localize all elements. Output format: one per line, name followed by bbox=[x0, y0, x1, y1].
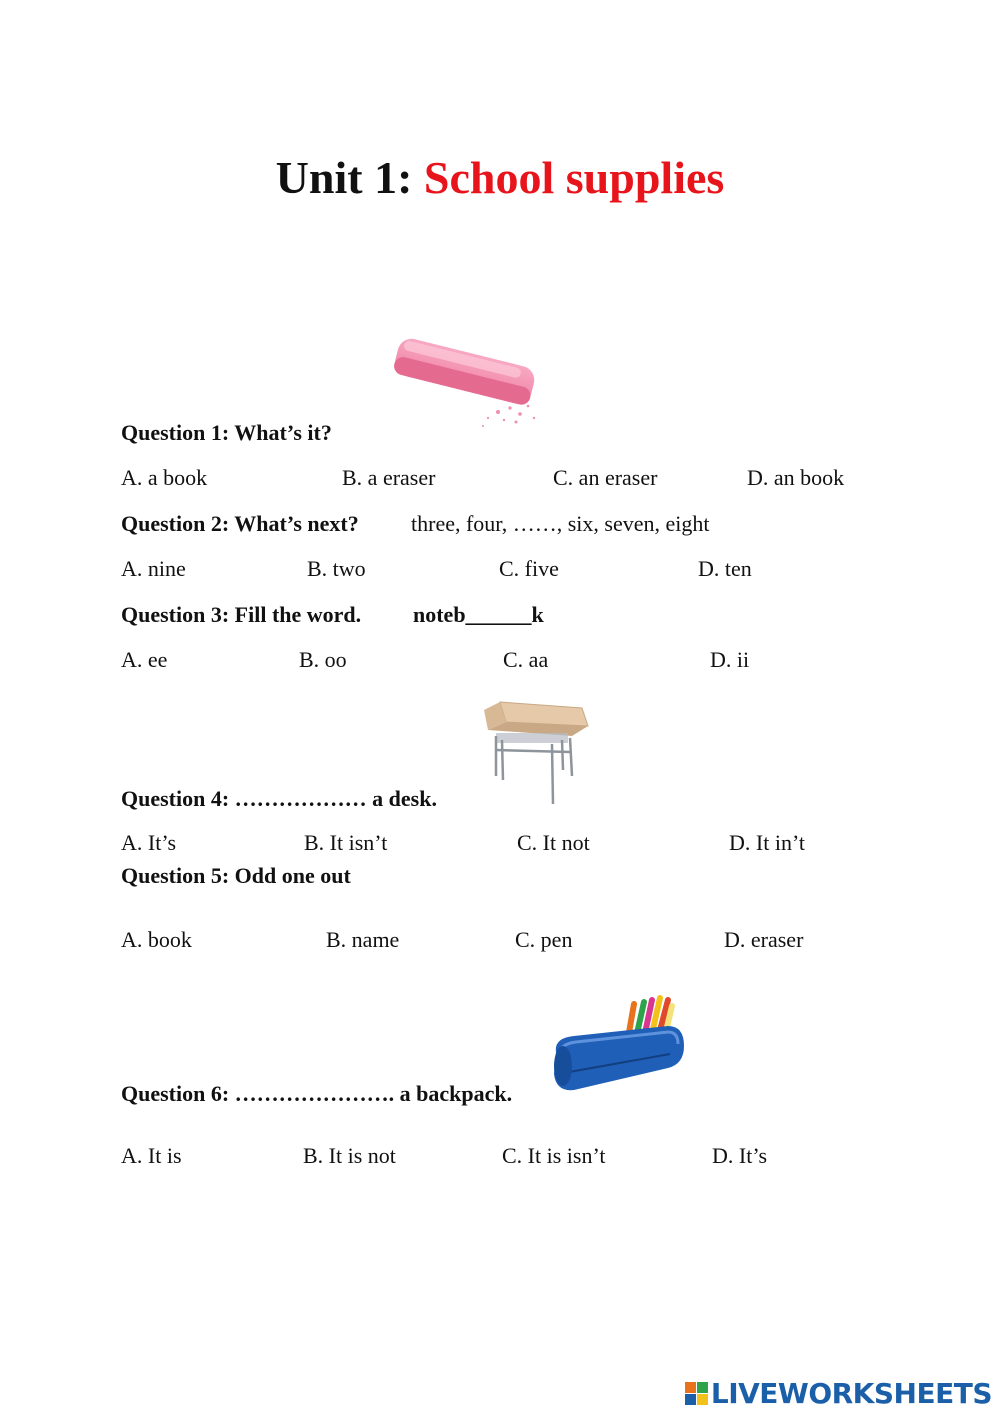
q5-option-a[interactable]: A. book bbox=[121, 927, 192, 952]
logo-mark-icon bbox=[685, 1382, 708, 1405]
question-6-label: Question 6: …………………. a backpack. bbox=[121, 1081, 513, 1106]
pencil-case-image bbox=[550, 994, 690, 1096]
q2-option-a[interactable]: A. nine bbox=[121, 556, 186, 581]
q6-option-a[interactable]: A. It is bbox=[121, 1143, 182, 1168]
question-2-label: Question 2: What’s next? bbox=[121, 511, 359, 536]
q5-option-d[interactable]: D. eraser bbox=[724, 927, 804, 952]
page-title bbox=[0, 150, 1000, 206]
q6-option-b[interactable]: B. It is not bbox=[303, 1143, 396, 1168]
question-3-label: Question 3: Fill the word. bbox=[121, 602, 362, 627]
q4-option-b[interactable]: B. It isn’t bbox=[304, 830, 388, 855]
liveworksheets-logo[interactable] bbox=[685, 1375, 992, 1411]
q1-option-a[interactable]: A. a book bbox=[121, 465, 208, 490]
question-2-prompt: three, four, ……, six, seven, eight bbox=[411, 511, 710, 536]
q4-option-a[interactable]: A. It’s bbox=[121, 830, 176, 855]
q5-option-b[interactable]: B. name bbox=[326, 927, 400, 952]
q6-option-c[interactable]: C. It is isn’t bbox=[502, 1143, 606, 1168]
q3-option-c[interactable]: C. aa bbox=[503, 647, 549, 672]
q2-option-c[interactable]: C. five bbox=[499, 556, 559, 581]
q1-option-b[interactable]: B. a eraser bbox=[342, 465, 436, 490]
question-4-label: Question 4: ……………… a desk. bbox=[121, 786, 437, 811]
eraser-image bbox=[388, 338, 553, 433]
q5-option-c[interactable]: C. pen bbox=[515, 927, 573, 952]
desk-image bbox=[482, 700, 592, 808]
q4-option-c[interactable]: C. It not bbox=[517, 830, 590, 855]
q2-option-d[interactable]: D. ten bbox=[698, 556, 752, 581]
q1-option-c[interactable]: C. an eraser bbox=[553, 465, 658, 490]
question-5-label: Question 5: Odd one out bbox=[121, 863, 351, 888]
q4-option-d[interactable]: D. It in’t bbox=[729, 830, 805, 855]
q2-option-b[interactable]: B. two bbox=[307, 556, 366, 581]
q3-option-b[interactable]: B. oo bbox=[299, 647, 347, 672]
q3-option-d[interactable]: D. ii bbox=[710, 647, 750, 672]
title-unit: Unit 1: bbox=[275, 152, 413, 203]
q1-option-d[interactable]: D. an book bbox=[747, 465, 845, 490]
q6-option-d[interactable]: D. It’s bbox=[712, 1143, 767, 1168]
question-1-label: Question 1: What’s it? bbox=[121, 420, 332, 445]
question-3-prompt: noteb______k bbox=[413, 602, 544, 627]
q3-option-a[interactable]: A. ee bbox=[121, 647, 168, 672]
logo-text: LIVEWORKSHEETS bbox=[710, 1376, 992, 1410]
title-topic: School supplies bbox=[423, 152, 725, 203]
